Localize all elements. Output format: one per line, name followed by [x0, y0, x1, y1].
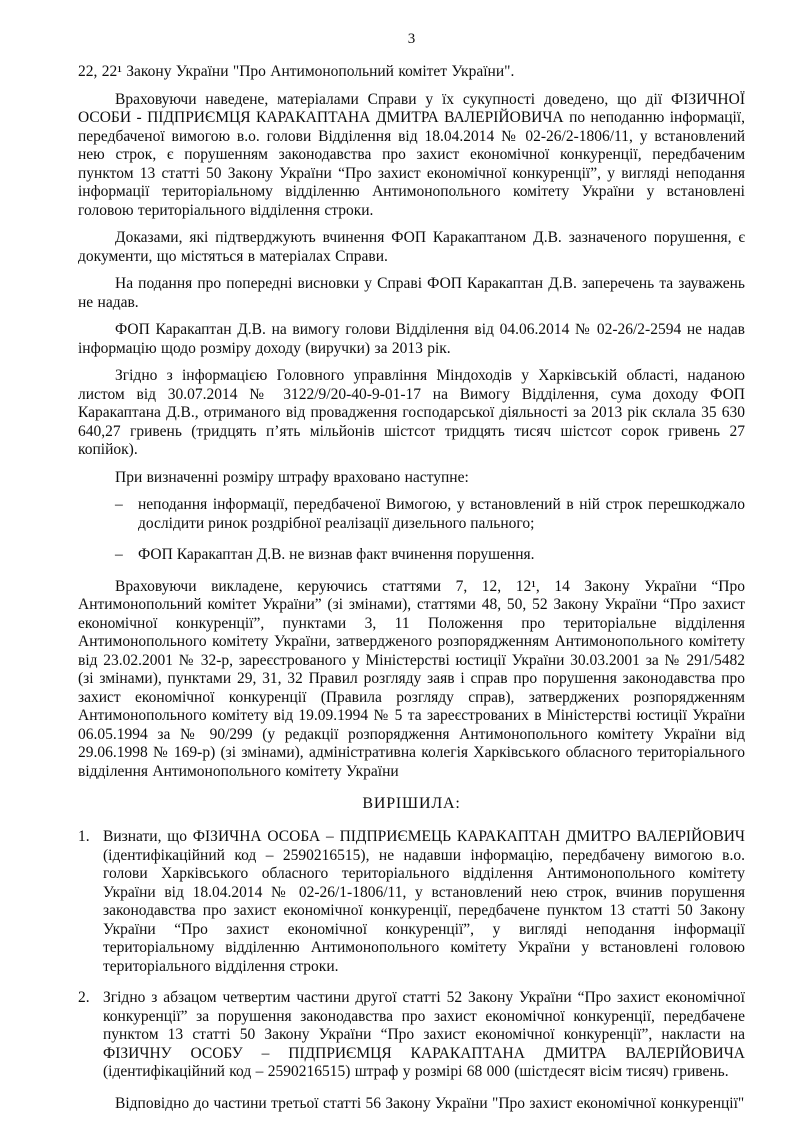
paragraph-no-objections: На подання про попередні висновки у Справі ФОП Каракаптан Д.В. заперечень та зауважень не надав. [78, 275, 745, 311]
paragraph-no-income-info: ФОП Каракаптан Д.В. на вимогу голови Відділення від 04.06.2014 № 02-26/2-2594 не надав інформацію щодо розміру доходу (виручки) за 2013 рік. [78, 321, 745, 357]
list-item-text: ФОП Каракаптан Д.В. не визнав факт вчинення порушення. [138, 546, 535, 563]
page-number: 3 [407, 31, 416, 47]
resolution-heading: ВИРІШИЛА: [362, 795, 461, 812]
decision-text: Згідно з абзацом четвертим частини другої статті 52 Закону України “Про захист економічної конкуренції” за порушення законодавства про захист економічної конкуренції, передбачене пунктом 13 статті 50 Закону України “Про захист економічної конкуренції”, накласти на ФІЗИЧНУ ОСОБУ – ПІДПРИЄМЦЯ КАРАКАПТАНА ДМИТРА ВАЛЕРІЙОВИЧА (ідентифікаційний код – 2590216515) штраф у розмірі 68 000 (шістдесят вісім тисяч) гривень. [103, 989, 745, 1080]
paragraph-intro-continuation: 22, 22¹ Закону України "Про Антимонопольний комітет України". [78, 63, 515, 80]
paragraph-fine-intro: При визначенні розміру штрафу враховано наступне: [115, 468, 469, 486]
list-item [115, 546, 745, 565]
decisions-list [78, 828, 745, 1082]
decision-item-2 [78, 989, 745, 1082]
list-item [115, 496, 745, 533]
paragraph-evidence: Доказами, які підтверджують вчинення ФОП Каракаптаном Д.В. зазначеного порушення, є документи, що містяться в матеріалах Справи. [78, 229, 745, 265]
paragraph-legal-basis: Враховуючи викладене, керуючись статтями 7, 12, 12¹, 14 Закону України “Про Антимонопольний комітет України” (зі змінами), статтями 48, 50, 52 Закону України “Про захист економічної конкуренції”, пунктами 3, 11 Положення про територіальне відділення Антимонопольного комітету України, затвердженого розпорядженням Антимонопольного комітету від 23.02.2001 № 32-р, зареєстрованого у Міністерстві юстиції України 30.03.2001 за № 291/5482 (зі змінами), пунктами 29, 31, 32 Правил розгляду заяв і справ про порушення законодавства про захист економічної конкуренції (Правила розгляду справ), затверджених розпорядженням Антимонопольного комітету від 19.09.1994 № 5 та зареєстрованих в Міністерстві юстиції України 06.05.1994 за № 90/299 (у редакції розпорядження Антимонопольного комітету України від 29.06.1998 № 169-р) (зі змінами), адміністративна колегія Харківського обласного територіального відділення Антимонопольного комітету України [78, 577, 745, 780]
dash-marker: – [115, 546, 123, 563]
decision-number: 1. [78, 828, 90, 845]
decision-text: Визнати, що ФІЗИЧНА ОСОБА – ПІДПРИЄМЕЦЬ КАРАКАПТАН ДМИТРО ВАЛЕРІЙОВИЧ (ідентифікаційний код – 2590216515), не надавши інформацію, передбачену вимогою в.о. голови Харківського обласного територіального відділення Антимонопольного комітету України від 18.04.2014 № 02-26/1-1806/11, у встановлений нею строк, вчинив порушення законодавства про захист економічної конкуренції, передбачене пунктом 13 статті 50 Закону України “Про захист економічної конкуренції”, у вигляді неподання інформації територіальному відділенню Антимонопольного комітету України у встановлені головою територіального відділення строки. [103, 828, 745, 975]
decision-item-1 [78, 828, 745, 976]
paragraph-final: Відповідно до частини третьої статті 56 Закону України "Про захист економічної конкуренції" [115, 1094, 745, 1112]
decision-number: 2. [78, 989, 90, 1006]
dash-marker: – [115, 496, 123, 513]
paragraph-income-amount: Згідно з інформацією Головного управління Міндоходів у Харківській області, наданою листом від 30.07.2014 № 3122/9/20-40-9-01-17 на Вимогу Відділення, сума доходу ФОП Каракаптана Д.В., отриманого від провадження господарської діяльності за 2013 рік склала 35 630 640,27 гривень (тридцять п’ять мільйонів шістсот тридцять тисяч шістсот сорок гривень 27 копійок). [78, 367, 745, 458]
paragraph-conclusion: Враховуючи наведене, матеріалами Справи у їх сукупності доведено, що дії ФІЗИЧНОЇ ОСОБИ - ПІДПРИЄМЦЯ КАРАКАПТАНА ДМИТРА ВАЛЕРІЙОВИЧА по неподанню інформації, передбаченої вимогою в.о. голови Відділення від 18.04.2014 № 02-26/2-1806/11, у встановлений нею строк, є порушенням законодавства про захист економічної конкуренції, передбаченим пунктом 13 статті 50 Закону України “Про захист економічної конкуренції”, у вигляді неподання інформації територіальному відділенню Антимонопольного комітету України у встановлені головою територіального відділення строки. [78, 90, 745, 219]
fine-factors-list [115, 496, 745, 565]
list-item-text: неподання інформації, передбаченої Вимогою, у встановлений в ній строк перешкоджало дослідити ринок роздрібної реалізації дизельного пального; [138, 496, 745, 532]
